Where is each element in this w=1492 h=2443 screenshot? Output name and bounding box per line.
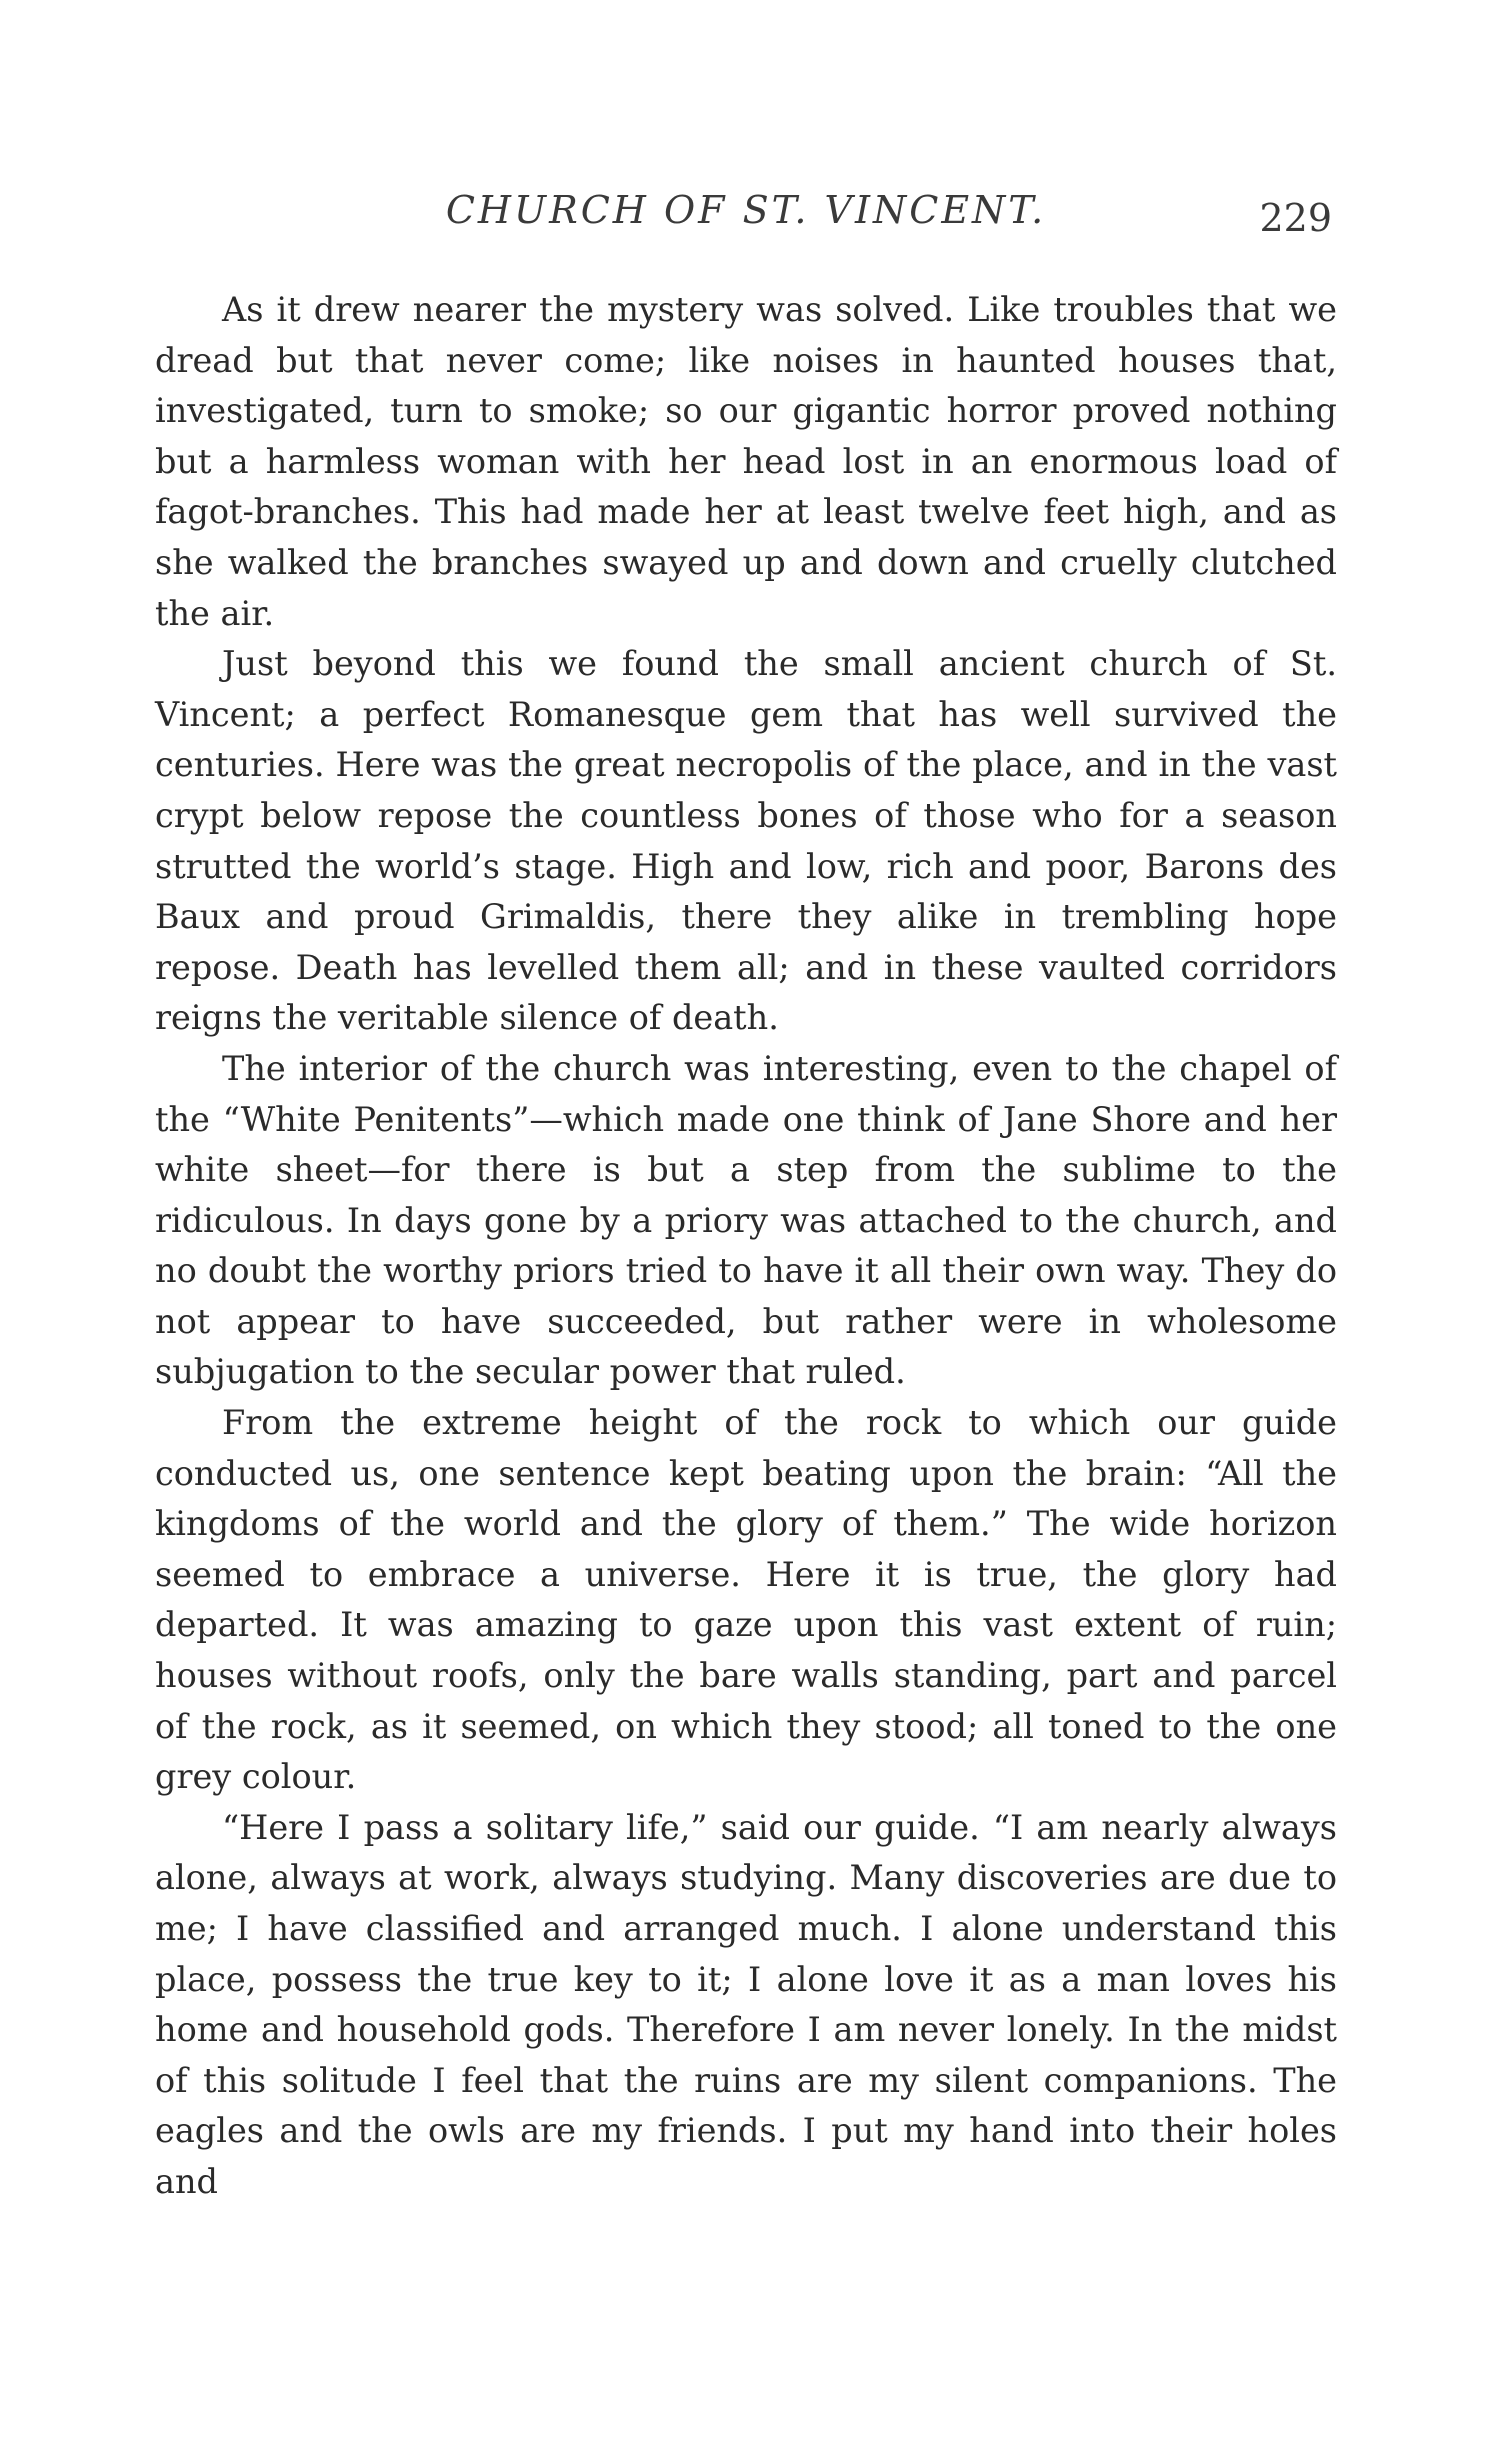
running-head-title: CHURCH OF ST. VINCENT.: [445, 188, 1047, 232]
paragraph-3: The interior of the church was interesting, even to the chapel of the “White Penitents”—which made one think of Jane Shore and her white sheet—for there is but a step from the sublime to the ridiculous. In days gone by a priory was attached to the church, and no doubt the worthy priors tried to have it all their own way. They do not appear to have succeeded, but rather were in wholesome subjugation to the secular power that ruled.: [155, 1048, 1337, 1392]
page-number: 229: [1259, 196, 1332, 240]
running-head: [0, 188, 1492, 248]
paragraph-1: As it drew nearer the mystery was solved. Like troubles that we dread but that never come; like noises in haunted houses that, investigated, turn to smoke; so our gigantic horror proved nothing but a harmless woman with her head lost in an enormous load of fagot-branches. This had made her at least twelve feet high, and as she walked the branches swayed up and down and cruelly clutched the air.: [155, 290, 1337, 633]
paragraph-4: From the extreme height of the rock to which our guide conducted us, one sentence kept beating upon the brain: “All the kingdoms of the world and the glory of them.” The wide horizon seemed to embrace a universe. Here it is true, the glory had departed. It was amazing to gaze upon this vast extent of ruin; houses without roofs, only the bare walls standing, part and parcel of the rock, as it seemed, on which they stood; all toned to the one grey colour.: [155, 1403, 1337, 1797]
paragraph-5: “Here I pass a solitary life,” said our guide. “I am nearly always alone, always at work, always studying. Many discoveries are due to me; I have classified and arranged much. I alone understand this place, possess the true key to it; I alone love it as a man loves his home and household gods. Therefore I am never lonely. In the midst of this solitude I feel that the ruins are my silent companions. The eagles and the owls are my friends. I put my hand into their holes and: [155, 1807, 1337, 2201]
body-text: [155, 285, 1337, 2208]
paragraph-2: Just beyond this we found the small ancient church of St. Vincent; a perfect Romanesque gem that has well survived the centuries. Here was the great necropolis of the place, and in the vast crypt below repose the countless bones of those who for a season strutted the world’s stage. High and low, rich and poor, Barons des Baux and proud Grimaldis, there they alike in trembling hope repose. Death has levelled them all; and in these vaulted corridors reigns the veritable silence of death.: [155, 644, 1337, 1038]
